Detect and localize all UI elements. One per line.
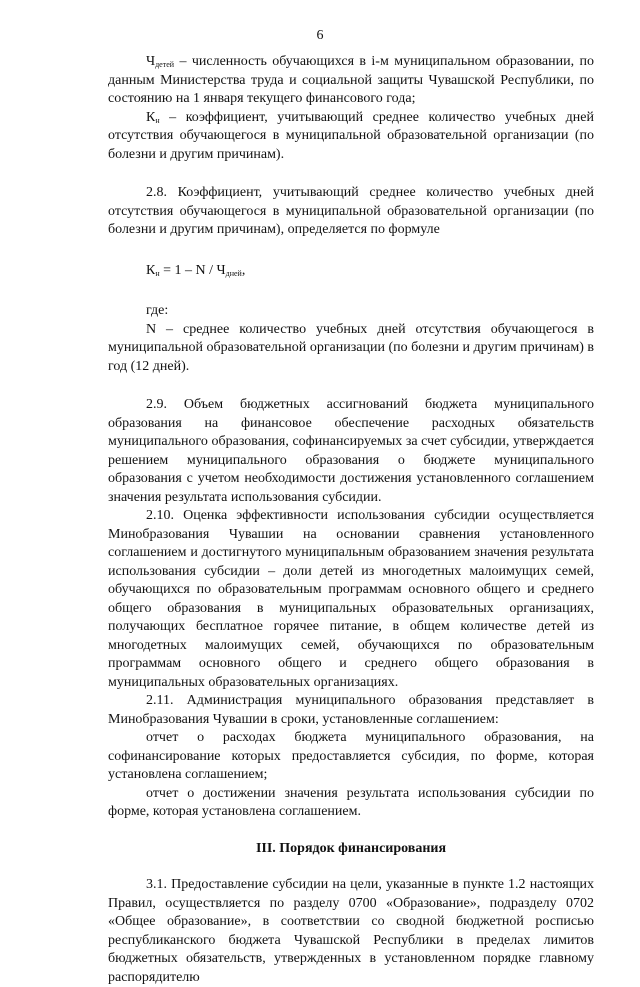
formula-middle: = 1 – N / Ч bbox=[159, 262, 226, 278]
section-2-10: 2.10. Оценка эффективности использования субсидии осуществляется Минобразования Чувашии на основании сравнения установленного соглашением и достигнутого муниципальным образованием значения результата использования субсидии – доли детей из многодетных малоимущих семей, обучающихся по образовательным программам основного общего и среднего общего образования в муниципальных образовательных организациях, получающих бесплатное горячее питание, в общем количестве детей из многодетных малоимущих семей, обучающихся по образовательным программам основного общего и среднего общего образования в муниципальных образовательных организациях. bbox=[108, 508, 594, 690]
where-n-definition: N – среднее количество учебных дней отсутствия обучающегося в муниципальной образовательной организации (по болезни и другим причинам) в год (12 дней). bbox=[108, 321, 594, 374]
kn-subscript: н bbox=[155, 115, 160, 125]
formula-kn bbox=[108, 262, 594, 281]
page-number: 6 bbox=[316, 28, 324, 43]
section-2-11-item-2: отчет о достижении значения результата использования субсидии по форме, которая установлена соглашением. bbox=[108, 785, 594, 819]
section-2-8: 2.8. Коэффициент, учитывающий среднее количество учебных дней отсутствия обучающегося в муниципальной образовательной организации (по болезни и другим причинам), определяется по формуле bbox=[108, 185, 594, 237]
children-subscript: детей bbox=[155, 60, 175, 69]
formula-rhs-subscript: дней bbox=[225, 268, 242, 278]
section-2-9: 2.9. Объем бюджетных ассигнований бюджета муниципального образования на финансовое обеспечение расходных обязательств муниципального образования, софинансируемых за счет субсидии, утверждается решением муниципального образования о бюджете муниципального образования с учетом необходимости достижения установленного соглашением значения результата использования субсидии. bbox=[108, 397, 594, 505]
children-definition-text: – численность обучающихся в i-м муниципальном образовании, по данным Министерства труда и социальной защиты Чувашской Республики, по состоянию на 1 января текущего финансового года; bbox=[108, 54, 594, 106]
section-2-11: 2.11. Администрация муниципального образования представляет в Минобразования Чувашии в сроки, установленные соглашением: bbox=[108, 693, 594, 727]
section-2-11-item-1: отчет о расходах бюджета муниципального образования, на софинансирование которых предоставляется субсидия, по форме, которая установлена соглашением; bbox=[108, 730, 594, 782]
kn-definition-text: – коэффициент, учитывающий среднее количество учебных дней отсутствия обучающегося в муниципальной образовательной организации (по болезни и другим причинам). bbox=[108, 109, 594, 162]
kn-symbol: К bbox=[146, 109, 156, 125]
formula-lhs: К bbox=[146, 262, 156, 278]
children-symbol: Ч bbox=[146, 54, 156, 69]
definition-children bbox=[108, 53, 594, 109]
formula-lhs-subscript: н bbox=[155, 268, 160, 278]
document-body bbox=[108, 53, 594, 987]
section-3-heading: III. Порядок финансирования bbox=[255, 840, 447, 856]
where-label: где: bbox=[146, 303, 169, 318]
formula-end: , bbox=[241, 262, 246, 278]
definition-kn bbox=[108, 109, 594, 165]
section-3-1: 3.1. Предоставление субсидии на цели, указанные в пункте 1.2 настоящих Правил, осуществляется по разделу 0700 «Образование», подразделу 0702 «Общее образование», в соответствии со сводной бюджетной росписью республиканского бюджета Чувашской Республики в пределах лимитов бюджетных обязательств, утвержденных в установленном порядке главному распорядителю bbox=[108, 877, 594, 985]
